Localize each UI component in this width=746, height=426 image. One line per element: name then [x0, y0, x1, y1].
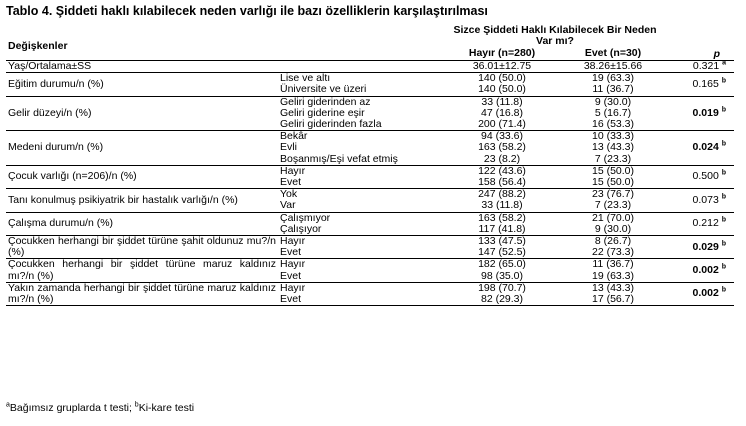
- value-no: 140 (50.0): [478, 72, 526, 85]
- variable-label: Çocukken herhangi bir şiddet türüne maruz kaldınız mı?/n (%): [8, 258, 276, 282]
- value-yes: 10 (33.3): [591, 130, 635, 143]
- value-yes: 17 (56.7): [560, 294, 666, 306]
- option-label: Hayır: [280, 281, 306, 294]
- p-value-cell: [666, 189, 734, 212]
- value-yes: 13 (43.3): [591, 141, 635, 154]
- option-label: Hayır: [280, 235, 306, 248]
- value-no: 247 (88.2): [478, 188, 526, 201]
- p-value: 0.029: [692, 240, 719, 253]
- value-yes: 13 (43.3): [591, 281, 635, 294]
- variable-label: Tanı konulmuş psikiyatrik bir hastalık varlığı/n (%): [6, 189, 278, 212]
- p-value-cell: [666, 212, 734, 235]
- value-no: 33 (11.8): [444, 200, 560, 212]
- value-no: 198 (70.7): [478, 281, 526, 294]
- p-value-cell: [666, 259, 734, 282]
- value-no: 82 (29.3): [444, 294, 560, 306]
- option-label: Evet: [278, 177, 444, 189]
- p-superscript: a: [722, 59, 726, 67]
- p-value-cell: [666, 61, 734, 73]
- p-value-cell: [666, 236, 734, 259]
- variable-label: Yaş/Ortalama±SS: [6, 61, 278, 73]
- option-label: Geliri giderine eşir: [280, 106, 365, 119]
- value-no: 47 (16.8): [480, 106, 524, 119]
- value-no: 133 (47.5): [478, 235, 526, 248]
- header-p-top: p: [666, 25, 734, 61]
- p-superscript: b: [721, 240, 726, 248]
- p-value: 0.212: [692, 217, 719, 230]
- p-value-cell: [666, 282, 734, 305]
- value-yes: 38.26±15.66: [560, 61, 666, 73]
- value-yes: 19 (63.3): [560, 271, 666, 283]
- variable-label: Medeni durum/n (%): [6, 131, 278, 166]
- value-yes: 19 (63.3): [591, 72, 635, 85]
- option-label: Çalışıyor: [278, 224, 444, 236]
- value-yes: 15 (50.0): [560, 177, 666, 189]
- value-no: 163 (58.2): [478, 141, 526, 154]
- p-value-cell: [666, 131, 734, 166]
- value-yes: 21 (70.0): [591, 211, 635, 224]
- p-value: 0.002: [692, 264, 719, 277]
- option-label: Boşanmış/Eşi vefat etmiş: [278, 154, 444, 166]
- p-superscript: b: [721, 77, 726, 85]
- table-body: [6, 61, 734, 306]
- header-col-yes: Evet (n=30): [560, 48, 666, 61]
- p-value: 0.024: [692, 141, 719, 154]
- header-group-title: Sizce Şiddeti Haklı Kılabilecek Bir Neden Var mı?: [453, 24, 657, 48]
- p-value: 0.321: [692, 60, 720, 72]
- footnote-mark-b: b: [134, 401, 139, 409]
- value-yes: 11 (36.7): [592, 258, 634, 271]
- variable-label: Gelir düzeyi/n (%): [6, 96, 278, 131]
- value-no: 163 (58.2): [478, 211, 526, 224]
- p-superscript: b: [721, 263, 726, 271]
- p-superscript: b: [721, 193, 726, 201]
- value-yes: 5 (16.7): [594, 106, 632, 119]
- value-yes: 16 (53.3): [560, 119, 666, 131]
- p-superscript: b: [721, 140, 726, 148]
- value-no: 200 (71.4): [444, 119, 560, 131]
- option-label: Evli: [280, 141, 297, 154]
- footnote-a-text: Bağımsız gruplarda t testi;: [9, 402, 135, 414]
- value-no: 182 (65.0): [478, 258, 526, 271]
- variable-label: Çalışma durumu/n (%): [6, 212, 278, 235]
- value-yes: 9 (30.0): [560, 224, 666, 236]
- table-row: [6, 61, 734, 73]
- p-value: 0.500: [692, 170, 719, 183]
- table-caption: Tablo 4. Şiddeti haklı kılabilecek neden varlığı ile bazı özelliklerin karşılaştırılması: [6, 4, 488, 18]
- option-label: Geliri giderinden fazla: [278, 119, 444, 131]
- header-variables: Değişkenler: [6, 25, 278, 61]
- option-label: Evet: [278, 271, 444, 283]
- value-yes: 11 (36.7): [560, 84, 666, 96]
- option-label: Yok: [280, 188, 298, 201]
- option-label: Hayır: [280, 164, 306, 177]
- variable-label: Yakın zamanda herhangi bir şiddet türüne maruz kaldınız mı?/n (%): [8, 281, 276, 306]
- p-value-cell: [666, 96, 734, 131]
- footnote-mark-a: a: [6, 401, 10, 409]
- value-yes: 9 (30.0): [594, 95, 632, 108]
- table-footnote: [6, 402, 194, 414]
- p-value: 0.073: [692, 193, 719, 206]
- p-value: 0.002: [692, 287, 719, 300]
- p-superscript: b: [721, 169, 726, 177]
- footnote-b-text: Ki-kare testi: [138, 402, 195, 414]
- option-label: Bekâr: [280, 130, 308, 143]
- comparison-table: [6, 25, 734, 306]
- option-label: Üniversite ve üzeri: [278, 84, 444, 96]
- table-row: [6, 259, 734, 271]
- option-label: Evet: [278, 247, 444, 259]
- value-no: 98 (35.0): [444, 271, 560, 283]
- value-yes: 15 (50.0): [591, 164, 635, 177]
- p-superscript: b: [721, 286, 726, 294]
- value-no: 23 (8.2): [444, 154, 560, 166]
- value-yes: 8 (26.7): [594, 235, 632, 248]
- value-no: 36.01±12.75: [444, 61, 560, 73]
- p-superscript: b: [721, 216, 726, 224]
- header-options-blank: [278, 25, 444, 61]
- value-no: 147 (52.5): [444, 247, 560, 259]
- variable-label: Eğitim durumu/n (%): [6, 73, 278, 96]
- value-no: 117 (41.8): [444, 224, 560, 236]
- value-no: 33 (11.8): [481, 95, 523, 108]
- value-yes: 22 (73.3): [560, 247, 666, 259]
- p-value-cell: [666, 165, 734, 188]
- header-col-no: Hayır (n=280): [444, 48, 560, 61]
- value-no: 140 (50.0): [444, 84, 560, 96]
- value-no: 94 (33.6): [480, 130, 524, 143]
- option-label: Çalışmıyor: [280, 211, 331, 224]
- option-label: Lise ve altı: [280, 72, 331, 85]
- variable-label: Çocukken herhangi bir şiddet türüne şahit oldunuz mu?/n (%): [8, 235, 276, 259]
- option-label: Geliri giderinden az: [280, 95, 371, 108]
- variable-label: Çocuk varlığı (n=206)/n (%): [6, 165, 278, 188]
- p-superscript: b: [721, 106, 726, 114]
- value-no: 122 (43.6): [478, 164, 526, 177]
- value-yes: 7 (23.3): [560, 154, 666, 166]
- p-value: 0.019: [692, 106, 719, 119]
- option-label: Hayır: [280, 258, 306, 271]
- option-label: [278, 61, 444, 73]
- value-no: 158 (56.4): [444, 177, 560, 189]
- option-label: Evet: [278, 294, 444, 306]
- option-label: Var: [278, 200, 444, 212]
- p-value-cell: [666, 73, 734, 96]
- value-yes: 23 (76.7): [591, 188, 635, 201]
- value-yes: 7 (23.3): [560, 200, 666, 212]
- p-value: 0.165: [692, 77, 719, 90]
